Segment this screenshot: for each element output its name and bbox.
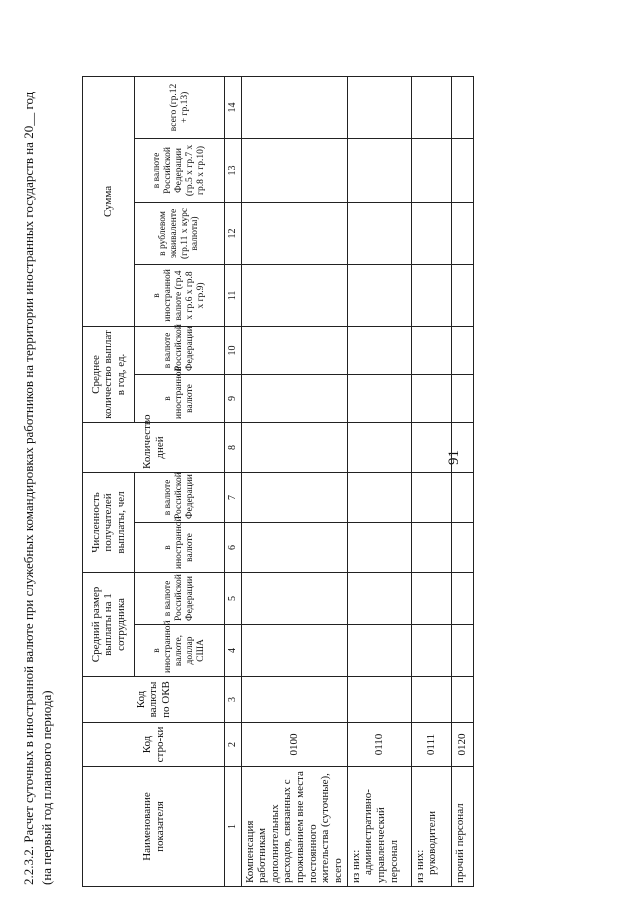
header-recipients-fx: в иностранной валюте [135,522,225,572]
table-cell [451,625,473,677]
header-sum-rub: в валюте Российской Федерации (гр.5 х гр.7 х гр.8 х гр.10) [135,138,225,202]
table-cell [241,625,347,677]
table-cell [451,522,473,572]
table-cell [451,76,473,138]
table-cell [451,138,473,202]
table-cell [411,202,451,264]
title-line-2: (на первый год планового периода) [38,690,54,885]
calculation-table [82,76,474,887]
table-cell [241,326,347,374]
column-number: 1 [225,767,242,887]
row-subname: административно-управленческий персонал [362,789,400,883]
table-cell [411,625,451,677]
table-cell [411,264,451,326]
column-number: 10 [225,326,242,374]
header-sum-fx: в иностранной валюте (гр.4 х гр.6 х гр.8 х гр.9) [135,264,225,326]
column-number: 2 [225,723,242,767]
table-cell [241,422,347,472]
column-number: 14 [225,76,242,138]
row-code: 0111 [411,723,451,767]
section-title [20,15,55,885]
row-code: 0110 [347,723,411,767]
table-cell [347,422,411,472]
table-row [451,76,473,886]
table-cell [451,677,473,723]
table-cell [411,572,451,624]
table-cell [241,522,347,572]
table-cell [451,326,473,374]
table-cell [411,472,451,522]
table-cell [411,522,451,572]
table-cell [411,326,451,374]
table-cell [241,76,347,138]
column-number: 12 [225,202,242,264]
row-subname: руководители [426,811,439,875]
table-cell [451,374,473,422]
header-avg-count: Среднее количество выплат в год, ед. [83,326,135,422]
header-recipients-rub: в валюте Российской Федерации [135,472,225,522]
table-row [411,76,451,886]
table-cell [411,374,451,422]
table-cell [241,572,347,624]
header-row-1 [83,76,135,886]
column-number: 5 [225,572,242,624]
table-cell [451,264,473,326]
table-cell [241,202,347,264]
table-cell [347,677,411,723]
column-number: 9 [225,374,242,422]
row-name: прочий персонал [451,767,473,887]
table-cell [347,326,411,374]
table-cell [411,422,451,472]
table-cell [347,76,411,138]
column-number: 6 [225,522,242,572]
table-cell [411,76,451,138]
header-avg-count-fx: в иностранной валюте [135,374,225,422]
title-line-1: 2.2.3.2. Расчет суточных в иностранной валюте при служебных командировках работников на территории иностранных государств на 20__ год [21,91,36,885]
row-name-prefix: из них: [349,849,362,883]
column-number: 13 [225,138,242,202]
column-number: 11 [225,264,242,326]
page-number: 91 [446,450,462,465]
table-cell [241,472,347,522]
header-avg-size-rub: в валюте Российской Федерации [135,572,225,624]
table-cell [347,202,411,264]
row-name-prefix: из них: [413,849,426,883]
table-cell [451,572,473,624]
table-cell [347,572,411,624]
row-name: Компенсация работникам дополнительных расходов, связанных с проживанием вне места постоянного жительства (суточные), всего [241,767,347,887]
row-name [347,767,411,887]
table-cell [241,374,347,422]
header-days: Количество дней [83,422,225,472]
row-code: 0120 [451,723,473,767]
table-cell [241,264,347,326]
table-cell [241,138,347,202]
column-number: 3 [225,677,242,723]
header-avg-count-rub: в валюте Российской Федерации [135,326,225,374]
table-cell [347,472,411,522]
table-cell [451,472,473,522]
row-name [411,767,451,887]
table-cell [347,522,411,572]
header-sum-rub-equiv: в рублевом эквиваленте (гр.11 х курс валюты) [135,202,225,264]
table-cell [411,677,451,723]
table-cell [451,422,473,472]
table-cell [347,625,411,677]
row-code: 0100 [241,723,347,767]
column-number: 8 [225,422,242,472]
header-avg-size: Средний размер выплаты на 1 сотрудника [83,572,135,676]
header-currency-code: Код валюты по ОКВ [83,677,225,723]
header-avg-size-fx: в иностранной валюте, доллар США [135,625,225,677]
table-cell [411,138,451,202]
table-cell [347,138,411,202]
column-number: 4 [225,625,242,677]
table-cell [347,264,411,326]
header-sum: Сумма [83,76,135,326]
table-row [241,76,347,886]
header-total: всего (гр.12 + гр.13) [135,76,225,138]
column-number-row [225,76,242,886]
column-number: 7 [225,472,242,522]
header-recipients: Численность получателей выплаты, чел [83,472,135,572]
table-cell [347,374,411,422]
header-row-code: Код стро-ки [83,723,225,767]
table-row [347,76,411,886]
table-cell [241,677,347,723]
table-cell [451,202,473,264]
header-indicator: Наименование показателя [83,767,225,887]
